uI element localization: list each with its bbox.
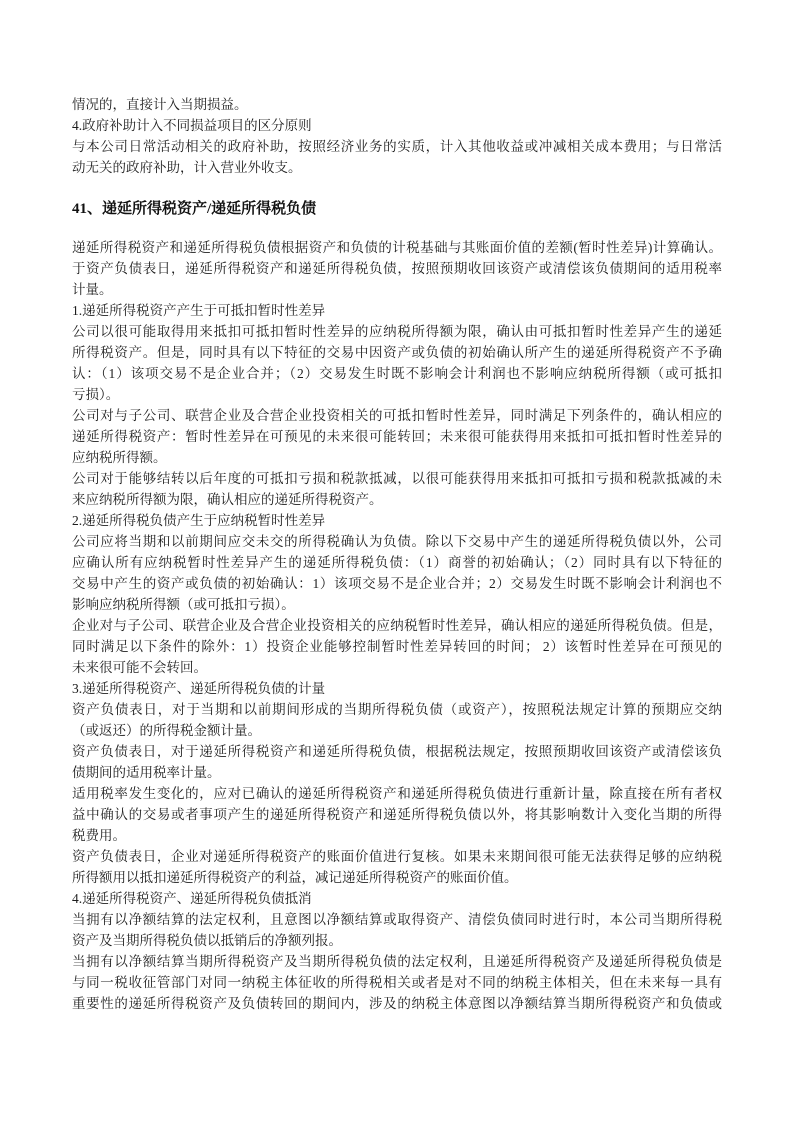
paragraph xyxy=(72,405,722,468)
text-line: 亏损）。 xyxy=(72,387,120,402)
text-line: 益中确认的交易或者事项产生的递延所得税资产和递延所得税负债以外，将其影响数计入变化当期的所得 xyxy=(72,807,722,822)
paragraph xyxy=(72,909,722,951)
paragraph xyxy=(72,951,722,1014)
text-line: 未来很可能不会转回。 xyxy=(72,660,207,675)
paragraph xyxy=(72,846,722,888)
paragraph xyxy=(72,741,722,783)
text-line: 所得税资产。但是，同时具有以下特征的交易中因资产或负债的初始确认所产生的递延所得税资产不予确 xyxy=(72,345,722,360)
text-line: 4.递延所得税资产、递延所得税负债抵消 xyxy=(72,891,312,906)
text-line: 资产负债表日，企业对递延所得税资产的账面价值进行复核。如果未来期间很可能无法获得足够的应纳税 xyxy=(72,849,722,864)
paragraph xyxy=(72,531,722,615)
text-line: 公司应将当期和以前期间应交未交的所得税确认为负债。除以下交易中产生的递延所得税负债以外，公司 xyxy=(72,534,722,549)
paragraph xyxy=(72,510,722,531)
text-line: 债期间的适用税率计量。 xyxy=(72,765,221,780)
text-line: 重要性的递延所得税资产及负债转回的期间内，涉及的纳税主体意图以净额结算当期所得税资产和负债或 xyxy=(72,996,722,1011)
paragraph xyxy=(72,321,722,405)
text-line: 资产负债表日，对于递延所得税资产和递延所得税负债，根据税法规定，按照预期收回该资产或清偿该负 xyxy=(72,744,722,759)
text-line: 动无关的政府补助，计入营业外收支。 xyxy=(72,160,302,175)
text-line: 3.递延所得税资产、递延所得税负债的计量 xyxy=(72,681,326,696)
text-line: 应纳税所得额。 xyxy=(72,450,167,465)
text-line: 认：（1）该项交易不是企业合并；（2）交易发生时既不影响会计利润也不影响应纳税所得额（或可抵扣 xyxy=(72,366,722,381)
text-line: 交易中产生的资产或负债的初始确认：1）该项交易不是企业合并；2）交易发生时既不影响会计利润也不 xyxy=(72,576,722,591)
text-line: 递延所得税资产：暂时性差异在可预见的未来很可能转回；未来很可能获得用来抵扣可抵扣暂时性差异的 xyxy=(72,429,722,444)
text-line: （或返还）的所得税金额计量。 xyxy=(72,723,261,738)
text-line: 4.政府补助计入不同损益项目的区分原则 xyxy=(72,118,312,133)
paragraph xyxy=(72,115,722,136)
paragraph xyxy=(72,783,722,846)
text-line: 1.递延所得税资产产生于可抵扣暂时性差异 xyxy=(72,303,326,318)
section-heading: 41、递延所得税资产/递延所得税负债 xyxy=(72,201,317,217)
text-line: 递延所得税资产和递延所得税负债根据资产和负债的计税基础与其账面价值的差额(暂时性差异)计算确认。 xyxy=(72,240,722,255)
paragraph xyxy=(72,699,722,741)
text-line: 所得额用以抵扣递延所得税资产的利益，减记递延所得税资产的账面价值。 xyxy=(72,870,518,885)
text-line: 企业对与子公司、联营企业及合营企业投资相关的应纳税暂时性差异，确认相应的递延所得税负债。但是， xyxy=(72,618,722,633)
text-line: 资产负债表日，对于当期和以前期间形成的当期所得税负债（或资产），按照税法规定计算的预期应交纳 xyxy=(72,702,722,717)
paragraph xyxy=(72,615,722,678)
text-line: 与同一税收征管部门对同一纳税主体征收的所得税相关或者是对不同的纳税主体相关，但在未来每一具有 xyxy=(72,975,722,990)
text-line: 计量。 xyxy=(72,282,113,297)
paragraph xyxy=(72,888,722,909)
paragraph xyxy=(72,678,722,699)
paragraph xyxy=(72,237,722,300)
text-line: 于资产负债表日，递延所得税资产和递延所得税负债，按照预期收回该资产或清偿该负债期间的适用税率 xyxy=(72,261,722,276)
text-line: 情况的，直接计入当期损益。 xyxy=(72,97,248,112)
paragraph xyxy=(72,136,722,178)
text-line: 当拥有以净额结算当期所得税资产及当期所得税负债的法定权利，且递延所得税资产及递延所得税负债是 xyxy=(72,954,722,969)
paragraph xyxy=(72,468,722,510)
text-line: 资产及当期所得税负债以抵销后的净额列报。 xyxy=(72,933,342,948)
text-line: 应确认所有应纳税暂时性差异产生的递延所得税负债：（1）商誉的初始确认；（2）同时具有以下特征的 xyxy=(72,555,722,570)
text-line: 公司对与子公司、联营企业及合营企业投资相关的可抵扣暂时性差异，同时满足下列条件的，确认相应的 xyxy=(72,408,722,423)
text-line: 来应纳税所得额为限，确认相应的递延所得税资产。 xyxy=(72,492,383,507)
paragraph xyxy=(72,94,722,115)
text-line: 当拥有以净额结算的法定权利，且意图以净额结算或取得资产、清偿负债同时进行时，本公司当期所得税 xyxy=(72,912,722,927)
paragraph xyxy=(72,300,722,321)
text-line: 适用税率发生变化的，应对已确认的递延所得税资产和递延所得税负债进行重新计量，除直接在所有者权 xyxy=(72,786,722,801)
text-line: 与本公司日常活动相关的政府补助，按照经济业务的实质，计入其他收益或冲减相关成本费用；与日常活 xyxy=(72,139,722,154)
text-line: 影响应纳税所得额（或可抵扣亏损）。 xyxy=(72,597,295,612)
text-line: 2.递延所得税负债产生于应纳税暂时性差异 xyxy=(72,513,326,528)
text-line: 公司以很可能取得用来抵扣可抵扣暂时性差异的应纳税所得额为限，确认由可抵扣暂时性差异产生的递延 xyxy=(72,324,722,339)
text-line: 税费用。 xyxy=(72,828,126,843)
text-line: 公司对于能够结转以后年度的可抵扣亏损和税款抵减，以很可能获得用来抵扣可抵扣亏损和税款抵减的未 xyxy=(72,471,722,486)
text-line: 同时满足以下条件的除外：1）投资企业能够控制暂时性差异转回的时间； 2）该暂时性差异在可预见的 xyxy=(72,639,722,654)
